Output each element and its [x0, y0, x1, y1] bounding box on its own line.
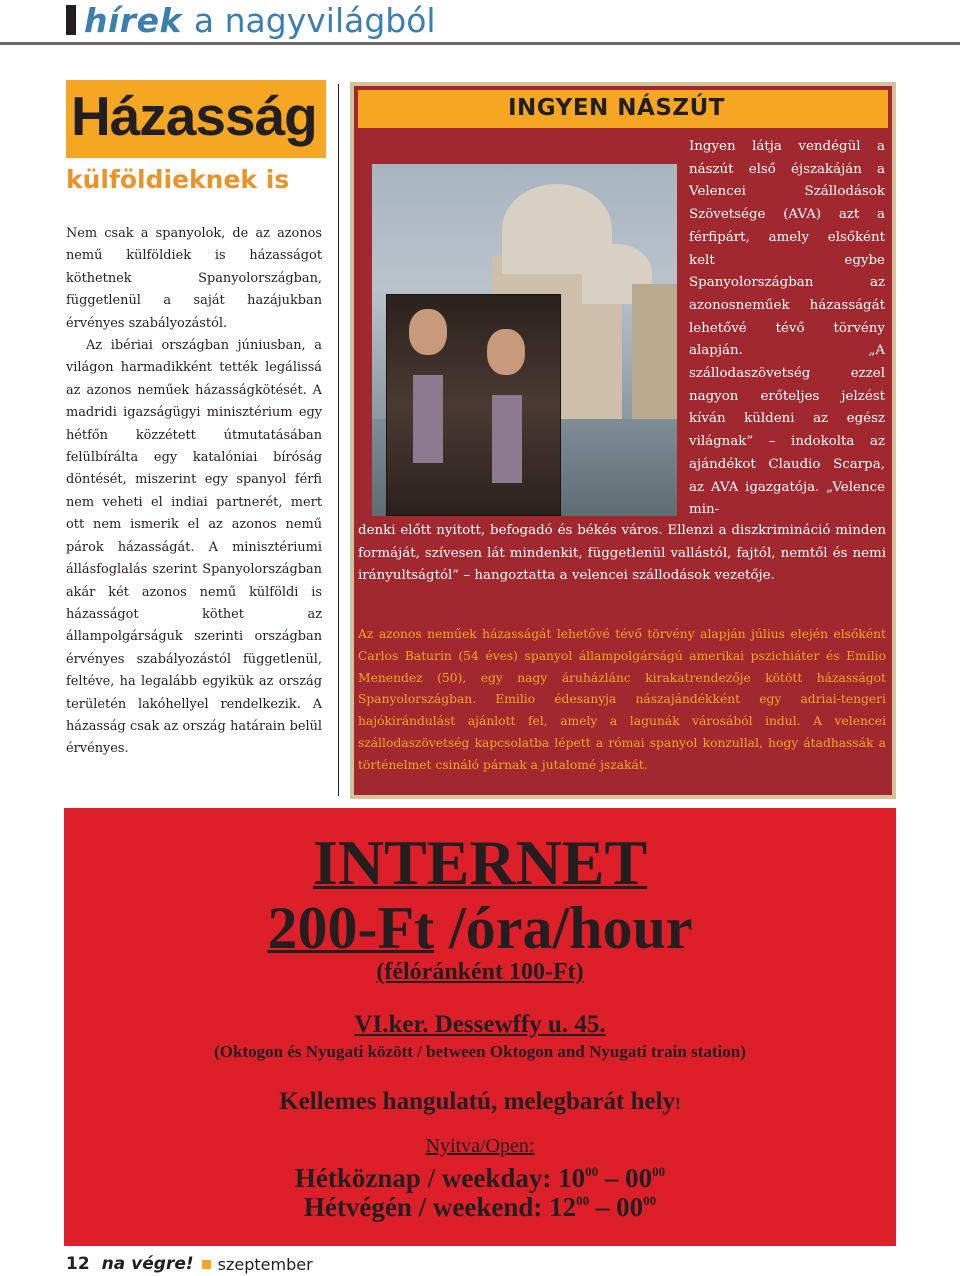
sidebar-title-bar: [358, 90, 888, 128]
vest-right: [492, 395, 522, 483]
ad-location: (Oktogon és Nyugati között / between Oktogon and Nyugati train station): [214, 1042, 746, 1061]
vest-left: [413, 375, 443, 463]
header-rule: [0, 42, 960, 45]
church-tower: [632, 284, 677, 424]
ad-open-label: Nyitva/Open:: [425, 1135, 535, 1157]
section-name: hírek: [84, 0, 182, 40]
page-footer: [66, 1252, 313, 1276]
venice-couple-photo: [372, 164, 677, 516]
weekday-sup-open: 00: [585, 1164, 599, 1179]
article-body: [66, 223, 322, 761]
ad-weekend-hours: [64, 1192, 896, 1223]
sidebar-text-orange: Az azonos neműek házasságát lehetővé tévő törvény alapján július elején elsőként Carlos Baturin (54 éves) spanyol állampolgárságú amerikai pszichiáter és Emilio Menendez (50), egy nagy áruházlánc kirakatrendezője kötött házasságot Spanyolországban. Emilio édesanyja nászajándékként egy adriai-tengeri hajókirándulást ajánlott fel, amely a lagunák városából indul. A velencei szállodaszövetség kapcsolatba lépett a római spanyol konzullal, hogy átadhassák a történelmet csináló párnak a jutalomé jszakát.: [358, 627, 886, 772]
page-number: 12: [66, 1254, 90, 1274]
ad-tagline-text: Kellemes hangulatú, melegbarát hely: [279, 1088, 676, 1115]
sidebar-text-beside-photo: Ingyen látja vendégül a nászút első éjszakáján a Velencei Szállodások Szövetsége (AVA) azt a férfipárt, amely elsőként kelt egybe Spanyolországban az azonosneműek házasságát lehetővé tévő törvény alapján. „A szállodaszövetség ezzel nagyon erőteljes jelzést kíván küldeni az egész világnak” – indokolta az ajándékot Claudio Scarpa, az AVA igazgatója. „Velence min-: [689, 139, 885, 518]
column-divider: [338, 84, 339, 796]
sidebar-title: INGYEN NÁSZÚT: [508, 95, 725, 121]
article-paragraph: Nem csak a spanyolok, de az azonos nemű külföldiek is házasságot köthetnek Spanyolországban, függetlenül a saját hazájukban érvényes szabályozástól.: [66, 226, 322, 331]
couple-portrait: [386, 294, 561, 516]
groom-face-right: [487, 329, 525, 375]
weekday-label: Hétköznap / weekday: 10: [294, 1163, 586, 1193]
footer-square-marker: [202, 1260, 211, 1269]
ad-address: VI.ker. Dessewffy u. 45.: [354, 1011, 606, 1038]
magazine-name: na végre!: [101, 1254, 194, 1274]
weekday-sup-close: 00: [652, 1164, 666, 1179]
article-title-box: [66, 80, 326, 158]
weekend-sup-close: 00: [643, 1193, 657, 1208]
section-subname: a nagyvilágból: [193, 0, 436, 40]
ad-price-main: 200-Ft: [267, 895, 435, 961]
ad-headline: INTERNET: [312, 827, 648, 898]
weekend-label: Hétvégén / weekend: 12: [303, 1192, 577, 1222]
article-subtitle: külföldieknek is: [66, 165, 290, 194]
ad-price-rest: /óra/hour: [434, 895, 693, 961]
internet-advertisement: [64, 808, 896, 1246]
issue-month: szeptember: [217, 1254, 313, 1274]
ad-half-hour-price: (félóránként 100-Ft): [376, 959, 584, 985]
weekend-dash: – 00: [589, 1192, 644, 1222]
ad-weekday-hours: [64, 1163, 896, 1194]
ad-tagline-end: !: [675, 1094, 681, 1113]
ad-tagline: [64, 1088, 896, 1116]
groom-face-left: [409, 309, 447, 355]
weekday-dash: – 00: [598, 1163, 653, 1193]
header-bar-marker: [66, 5, 76, 35]
article-title: Házasság: [71, 85, 317, 147]
weekend-sup-open: 00: [576, 1193, 590, 1208]
ad-price: [64, 894, 896, 963]
section-header: [66, 0, 436, 40]
sidebar-text-below-photo: denki előtt nyitott, befogadó és békés város. Ellenzi a diszkrimináció minden formáját, szívesen lát mindenkit, függetlenül vallástól, fajtól, nemtől és nemi irányultságtól” – hangoztatta a velencei szállodások vezetője.: [358, 523, 886, 584]
article-paragraph: Az ibériai országban júniusban, a világon harmadikként tették legálissá az azonos neműek házasságkötését. A madridi igazságügyi minisztérium egy hétfőn közzétett útmutatásában felülbírálta egy katalóniai bíróság döntését, miszerint egy spanyol férfi nem veheti el indiai partnerét, mert ott nem ismerik el az azonos nemű párok házasságát. A minisztériumi állásfoglalás szerint Spanyolországban akár két azonos nemű külföldi is házasságot köthet az állampolgárságuk szerinti országban érvényes szabályozástól függetlenül, feltéve, ha legalább egyikük az ország területén lakóhellyel rendelkezik. A házasság csak az ország határain belül érvényes.: [66, 338, 322, 757]
sidebar-box: [350, 82, 896, 799]
